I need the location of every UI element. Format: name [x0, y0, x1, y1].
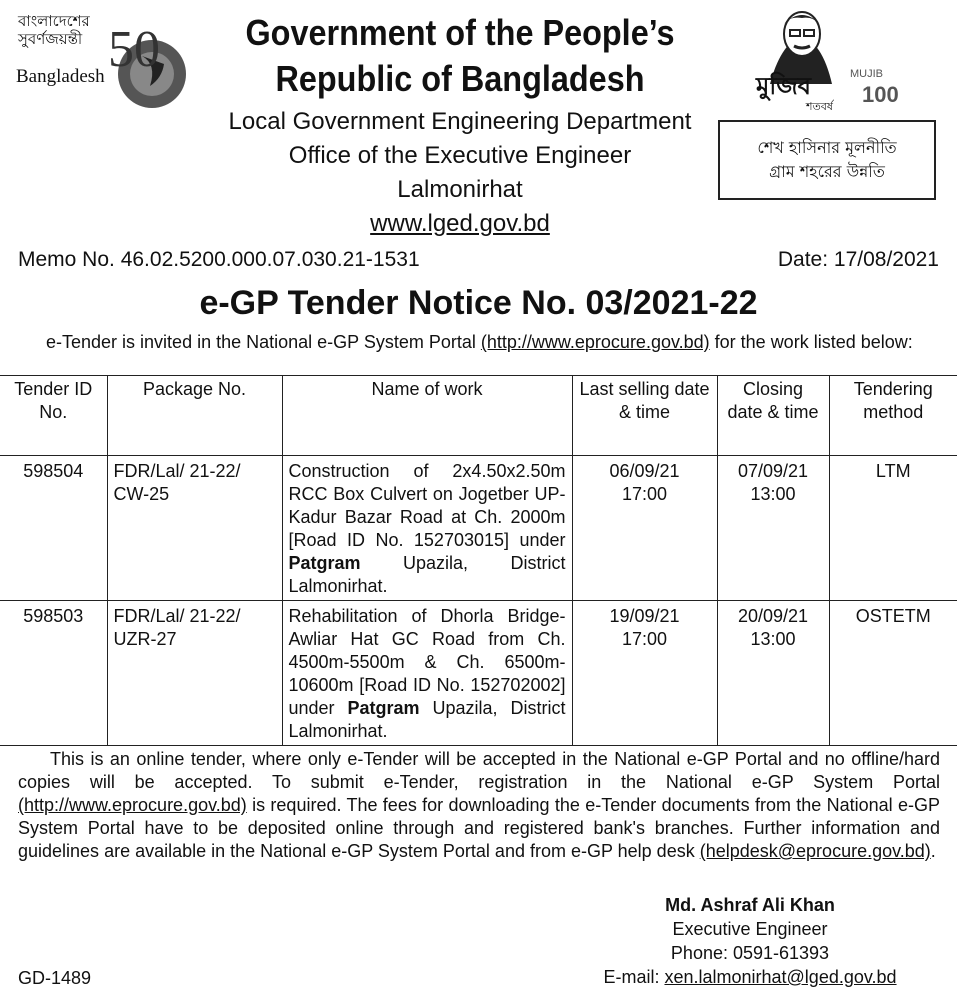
work-name — [282, 601, 572, 746]
work-text-tail: Upazila, District Lalmonirhat. — [288, 553, 566, 596]
footer-eprocure-link[interactable]: (http://www.eprocure.gov.bd) — [18, 795, 247, 815]
sell-date: 06/09/21 — [609, 461, 680, 481]
logo-number: 50 — [108, 21, 160, 78]
close-time: 13:00 — [750, 629, 796, 649]
slogan-line1: শেখ হাসিনার মূলনীতি — [757, 138, 897, 157]
table-row — [0, 601, 957, 746]
intro-paragraph — [18, 332, 940, 353]
slogan-box — [718, 120, 936, 200]
notice-title: e-GP Tender Notice No. 03/2021-22 — [199, 284, 758, 322]
column-header: Closing date & time — [717, 376, 829, 456]
signature-block — [560, 893, 940, 989]
package-no: FDR/Lal/ 21-22/ CW-25 — [107, 456, 282, 601]
footer-text: . — [930, 841, 936, 861]
mujib-bn-text: মুজিব — [756, 72, 812, 100]
column-header: Package No. — [107, 376, 282, 456]
signatory-email-line — [560, 965, 940, 989]
website-link[interactable]: www.lged.gov.bd — [370, 210, 550, 237]
website-link-wrap — [190, 209, 730, 239]
closing — [717, 456, 829, 601]
close-time: 13:00 — [750, 484, 796, 504]
work-upazila: Patgram — [347, 698, 420, 718]
sell-time: 17:00 — [621, 484, 668, 504]
tender-method: LTM — [829, 456, 957, 601]
memo-date: Date: 17/08/2021 — [777, 248, 939, 271]
footer-paragraph — [18, 748, 940, 863]
column-header: Name of work — [282, 376, 572, 456]
signatory-designation: Executive Engineer — [672, 919, 828, 939]
mujib-100-logo — [750, 6, 910, 114]
signatory-phone: Phone: 0591-61393 — [670, 943, 830, 963]
column-header: Tender ID No. — [0, 376, 107, 456]
department-name: Local Government Engineering Department — [228, 108, 692, 135]
signatory-name: Md. Ashraf Ali Khan — [665, 895, 835, 915]
last-selling — [572, 601, 717, 746]
close-date: 20/09/21 — [737, 606, 809, 626]
table-header-row — [0, 376, 957, 456]
helpdesk-email-link[interactable]: (helpdesk@eprocure.gov.bd) — [699, 841, 931, 861]
tender-table — [0, 375, 957, 746]
column-header: Tendering method — [829, 376, 957, 456]
gd-number: GD-1489 — [18, 968, 92, 988]
work-name — [282, 456, 572, 601]
title-line1: Government of the People’s — [245, 12, 675, 53]
office-name: Office of the Executive Engineer — [288, 142, 632, 169]
mujib-bn-sub: শতবর্ষ — [806, 100, 833, 113]
sell-date: 19/09/21 — [609, 606, 680, 626]
column-header: Last selling date & time — [572, 376, 717, 456]
last-selling — [572, 456, 717, 601]
table-row — [0, 456, 957, 601]
mujib-number: 100 — [862, 82, 899, 107]
work-text-tail: Upazila, District Lalmonirhat. — [288, 698, 566, 741]
package-no: FDR/Lal/ 21-22/ UZR-27 — [107, 601, 282, 746]
signatory-email[interactable]: xen.lalmonirhat@lged.gov.bd — [664, 967, 897, 987]
tender-id: 598503 — [0, 601, 107, 746]
logo-50-emblem — [102, 16, 192, 116]
logo-bn-line2: সুবর্ণজয়ন্তী — [18, 30, 83, 48]
sell-time: 17:00 — [621, 629, 668, 649]
intro-text: e-Tender is invited in the National e-GP System Portal — [46, 332, 481, 352]
slogan-line2: গ্রাম শহরের উন্নতি — [769, 162, 885, 181]
work-text: Construction of 2x4.50x2.50m RCC Box Culvert on Jogetber UP-Kadur Bazar Road at Ch. 2000m [Road ID No. 152703015] under — [288, 461, 566, 550]
office-location: Lalmonirhat — [397, 176, 523, 203]
intro-text-tail: for the work listed below: — [709, 332, 913, 352]
memo-number: Memo No. 46.02.5200.000.07.030.21-1531 — [18, 248, 420, 271]
title-line2: Republic of Bangladesh — [275, 58, 645, 99]
footer-text: is required. The fees for downloading the e-Tender documents from the National e-GP System Portal have to be deposited online through and registered bank's branches. Further information and guidelines are available in the National e-GP System Portal and from e-GP help desk — [18, 795, 940, 861]
tender-id: 598504 — [0, 456, 107, 601]
email-label: E-mail: — [603, 967, 665, 987]
close-date: 07/09/21 — [737, 461, 809, 481]
page-title — [217, 10, 703, 102]
footer-text: This is an online tender, where only e-Tender will be accepted in the National e-GP Portal and no offline/hard copies will be accepted. To submit e-Tender, registration in the National e-GP System Portal — [18, 749, 940, 792]
tender-method: OSTETM — [829, 601, 957, 746]
closing — [717, 601, 829, 746]
mujib-en-text: MUJIB — [850, 68, 883, 80]
bangladesh-50-logo — [10, 8, 190, 113]
logo-label: Bangladesh — [16, 66, 105, 87]
work-text: Rehabilitation of Dhorla Bridge-Awliar Hat GC Road from Ch. 4500m-5500m & Ch. 6500m-10600m [Road ID No. 152702002] under — [288, 606, 566, 718]
eprocure-link[interactable]: (http://www.eprocure.gov.bd) — [480, 332, 710, 352]
logo-bn-line1: বাংলাদেশের — [18, 12, 90, 30]
work-upazila: Patgram — [288, 553, 361, 573]
